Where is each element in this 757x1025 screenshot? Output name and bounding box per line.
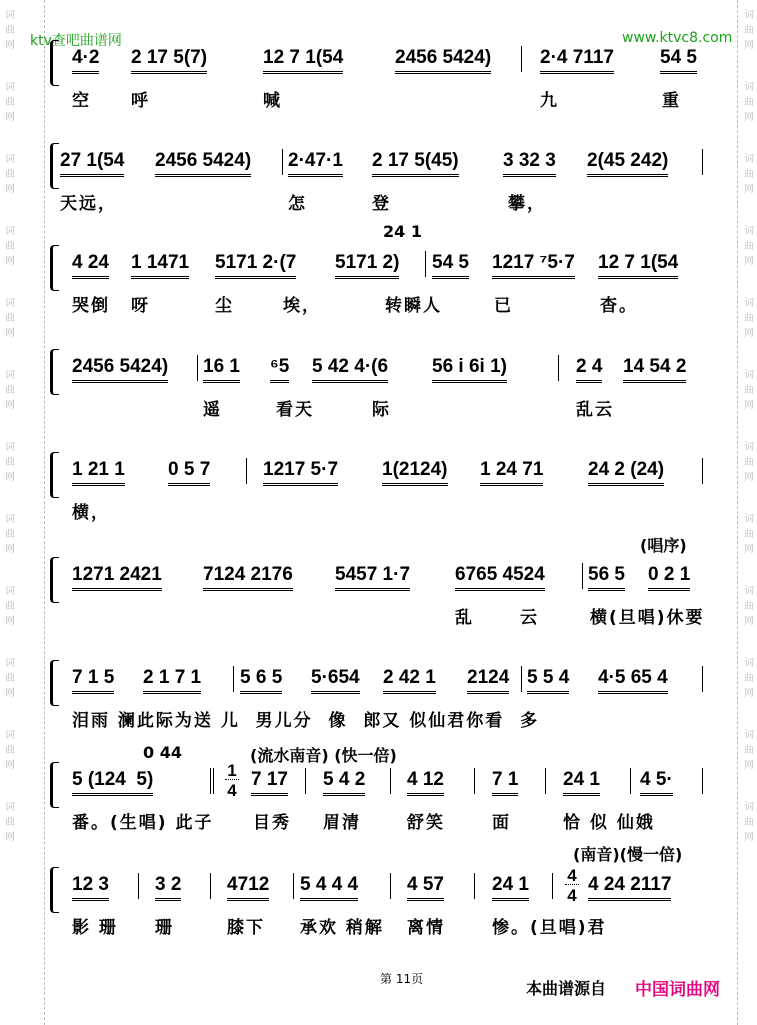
barline <box>558 355 559 381</box>
note-group: 2·4 7117 <box>540 48 614 74</box>
time-bottom: 4 <box>227 781 237 800</box>
barline <box>197 355 198 381</box>
side-watermark-text: 词 曲 网 <box>5 298 15 339</box>
side-watermark-left <box>2 8 18 872</box>
lyric-text: 恰 似 仙娥 <box>563 813 655 833</box>
lyric-text: 登 <box>372 194 391 214</box>
lyric-text: 呀 <box>131 296 150 316</box>
barline <box>702 149 703 175</box>
system-bracket <box>50 452 59 498</box>
note-group: 5 (124 5) <box>72 770 153 796</box>
lyric-text: 哭倒 <box>72 296 110 316</box>
note-group: 2 1 7 1 <box>143 668 201 694</box>
lyric-text: 眉清 <box>323 813 361 833</box>
lyric-text: 天远， <box>60 194 117 214</box>
source-link[interactable]: 中国词曲网 <box>635 980 720 1000</box>
barline <box>425 251 426 277</box>
side-watermark-text: 词 曲 网 <box>5 442 15 483</box>
source-label: 本曲谱源自 <box>526 979 607 998</box>
note-group: 14 54 2 <box>623 357 686 383</box>
lyric-text: 喊 <box>263 91 282 111</box>
note-group: 4 12 <box>407 770 444 796</box>
lyric-text: 横， <box>72 503 110 523</box>
note-group: 5457 1·7 <box>335 565 410 591</box>
lyric-text: 埃， <box>283 296 321 316</box>
barline <box>246 458 247 484</box>
system-bracket <box>50 867 59 913</box>
lyric-text: 目秀 <box>253 813 291 833</box>
side-watermark-text: 词 曲 网 <box>5 730 15 771</box>
lyric-text: 重 <box>662 91 681 111</box>
side-watermark-text: 词 曲 网 <box>744 442 754 483</box>
annotation: (唱序) <box>640 536 687 555</box>
lyric-text: 看天 <box>276 400 314 420</box>
lyric-text: 攀， <box>508 194 546 214</box>
lyric-text: 遥 <box>203 400 222 420</box>
side-watermark-text: 词 曲 网 <box>5 586 15 627</box>
system-bracket <box>50 143 59 189</box>
note-group: 5 4 4 4 <box>300 875 358 901</box>
lyric-text: 番。(生唱) 此子 <box>72 813 214 833</box>
note-group: 4 24 2117 <box>588 875 671 901</box>
lyric-text: 惨。(旦唱)君 <box>492 918 607 938</box>
lyric-text: 面 <box>492 813 511 833</box>
side-watermark-text: 词 曲 网 <box>744 658 754 699</box>
note-group: 5 6 5 <box>240 668 282 694</box>
note-group: 0 5 7 <box>168 460 210 486</box>
left-border <box>44 0 45 1025</box>
lyric-text: 空 <box>72 91 91 111</box>
note-group: 12 7 1(54 <box>598 253 678 279</box>
note-group: 2·47·1 <box>288 151 343 177</box>
annotation: 0 44 <box>143 743 182 762</box>
annotation: (流水南音) (快一倍) <box>250 746 397 765</box>
note-group: 4712 <box>227 875 269 901</box>
barline <box>630 768 631 794</box>
note-group: 56 5 <box>588 565 625 591</box>
barline <box>293 873 294 899</box>
lyric-text: 际 <box>372 400 391 420</box>
note-group: 5171 2·(7 <box>215 253 296 279</box>
barline <box>390 873 391 899</box>
note-group: 3 2 <box>155 875 181 901</box>
barline <box>213 768 214 794</box>
note-group: 24 1 <box>492 875 529 901</box>
time-top: 1 <box>227 761 237 780</box>
side-watermark-text: 词 曲 网 <box>5 514 15 555</box>
barline <box>233 666 234 692</box>
site-watermark-left: ktv查吧曲谱网 <box>30 33 122 49</box>
lyric-text: 影 珊 <box>72 918 118 938</box>
side-watermark-text: 词 曲 网 <box>5 370 15 411</box>
lyric-text: 云 <box>520 608 539 628</box>
barline <box>210 768 211 794</box>
lyric-text: 珊 <box>155 918 174 938</box>
note-group: 5·654 <box>311 668 360 694</box>
side-watermark-text: 词 曲 网 <box>5 82 15 123</box>
side-watermark-text: 词 曲 网 <box>5 10 15 51</box>
note-group: 24 1 <box>563 770 600 796</box>
barline <box>474 768 475 794</box>
lyric-text: 尘 <box>215 296 234 316</box>
note-group: 12 7 1(54 <box>263 48 343 74</box>
lyric-text: 乱云 <box>576 400 614 420</box>
note-group: 4 5· <box>640 770 673 796</box>
note-group: 1217 5·7 <box>263 460 338 486</box>
side-watermark-text: 词 曲 网 <box>744 370 754 411</box>
side-watermark-text: 词 曲 网 <box>5 802 15 843</box>
lyric-text: 杳。 <box>600 296 638 316</box>
note-group: 2 17 5(7) <box>131 48 207 74</box>
lyric-text: 泪雨 澜此际为送 儿 男儿分 像 郎又 似仙君你看 多 <box>72 711 540 731</box>
note-group: 1(2124) <box>382 460 448 486</box>
time-signature <box>225 762 239 799</box>
barline <box>138 873 139 899</box>
side-watermark-text: 词 曲 网 <box>5 226 15 267</box>
note-group: 5 5 4 <box>527 668 569 694</box>
site-watermark-right: www.ktvc8.com <box>622 30 733 46</box>
note-group: 2456 5424) <box>72 357 168 383</box>
lyric-text: 九 <box>540 91 559 111</box>
system-bracket <box>50 349 59 395</box>
barline <box>521 666 522 692</box>
side-watermark-text: 词 曲 网 <box>744 730 754 771</box>
barline <box>702 768 703 794</box>
barline <box>474 873 475 899</box>
note-group: 1271 2421 <box>72 565 162 591</box>
lyric-text: 怎 <box>288 194 307 214</box>
note-group: 0 2 1 <box>648 565 690 591</box>
note-group: 5 42 4·(6 <box>312 357 388 383</box>
page-number: 第 11页 <box>380 972 424 986</box>
note-group: 54 5 <box>432 253 469 279</box>
lyric-text: 承欢 稍解 <box>300 918 384 938</box>
system-bracket <box>50 557 59 603</box>
note-group: 3 32 3 <box>503 151 556 177</box>
barline <box>305 768 306 794</box>
note-group: 2(45 242) <box>587 151 668 177</box>
system-bracket <box>50 660 59 706</box>
side-watermark-right <box>741 8 757 872</box>
note-group: 54 5 <box>660 48 697 74</box>
note-group: 5 4 2 <box>323 770 365 796</box>
lyric-text: 乱 <box>455 608 474 628</box>
note-group: 56 i 6i 1) <box>432 357 507 383</box>
side-watermark-text: 词 曲 网 <box>744 226 754 267</box>
note-group: 1 24 71 <box>480 460 543 486</box>
barline <box>702 458 703 484</box>
right-border <box>737 0 738 1025</box>
note-group: 4 57 <box>407 875 444 901</box>
lyric-text: 膝下 <box>227 918 265 938</box>
note-group: 2 4 <box>576 357 602 383</box>
note-group: 27 1(54 <box>60 151 124 177</box>
system-bracket <box>50 245 59 291</box>
note-group: 6765 4524 <box>455 565 545 591</box>
side-watermark-text: 词 曲 网 <box>744 802 754 843</box>
note-group: 5171 2) <box>335 253 399 279</box>
note-group: 2 17 5(45) <box>372 151 459 177</box>
barline <box>390 768 391 794</box>
time-signature <box>565 867 579 904</box>
note-group: 12 3 <box>72 875 109 901</box>
side-watermark-text: 词 曲 网 <box>744 10 754 51</box>
system-bracket <box>50 40 59 86</box>
lyric-text: 离情 <box>407 918 445 938</box>
note-group: 16 1 <box>203 357 240 383</box>
side-watermark-text: 词 曲 网 <box>744 514 754 555</box>
annotation: 24 1 <box>383 222 422 241</box>
barline <box>521 46 522 72</box>
barline <box>545 768 546 794</box>
note-group: 7 1 5 <box>72 668 114 694</box>
note-group: 7 1 <box>492 770 518 796</box>
lyric-text: 横(旦唱)休要 <box>590 608 705 628</box>
note-group: 1 1471 <box>131 253 189 279</box>
time-bottom: 4 <box>567 886 577 905</box>
barline <box>552 873 553 899</box>
time-top: 4 <box>567 866 577 885</box>
lyric-text: 转瞬人 <box>385 296 442 316</box>
side-watermark-text: 词 曲 网 <box>744 586 754 627</box>
side-watermark-text: 词 曲 网 <box>744 298 754 339</box>
side-watermark-text: 词 曲 网 <box>744 82 754 123</box>
lyric-text: 已 <box>494 296 513 316</box>
note-group: ⁶5 <box>270 357 289 383</box>
note-group: 4·5 65 4 <box>598 668 668 694</box>
system-bracket <box>50 762 59 808</box>
lyric-text: 呼 <box>131 91 150 111</box>
note-group: 2456 5424) <box>155 151 251 177</box>
note-group: 1 21 1 <box>72 460 125 486</box>
note-group: 1217 ⁷5·7 <box>492 253 575 279</box>
note-group: 7 17 <box>251 770 288 796</box>
note-group: 24 2 (24) <box>588 460 664 486</box>
note-group: 4·2 <box>72 48 99 74</box>
barline <box>702 666 703 692</box>
barline <box>582 563 583 589</box>
note-group: 7124 2176 <box>203 565 293 591</box>
note-group: 2 42 1 <box>383 668 436 694</box>
note-group: 2456 5424) <box>395 48 491 74</box>
note-group: 2124 <box>467 668 509 694</box>
side-watermark-text: 词 曲 网 <box>5 154 15 195</box>
barline <box>210 873 211 899</box>
side-watermark-text: 词 曲 网 <box>5 658 15 699</box>
annotation: (南音)(慢一倍) <box>573 845 683 864</box>
barline <box>282 149 283 175</box>
lyric-text: 舒笑 <box>407 813 445 833</box>
note-group: 4 24 <box>72 253 109 279</box>
side-watermark-text: 词 曲 网 <box>744 154 754 195</box>
